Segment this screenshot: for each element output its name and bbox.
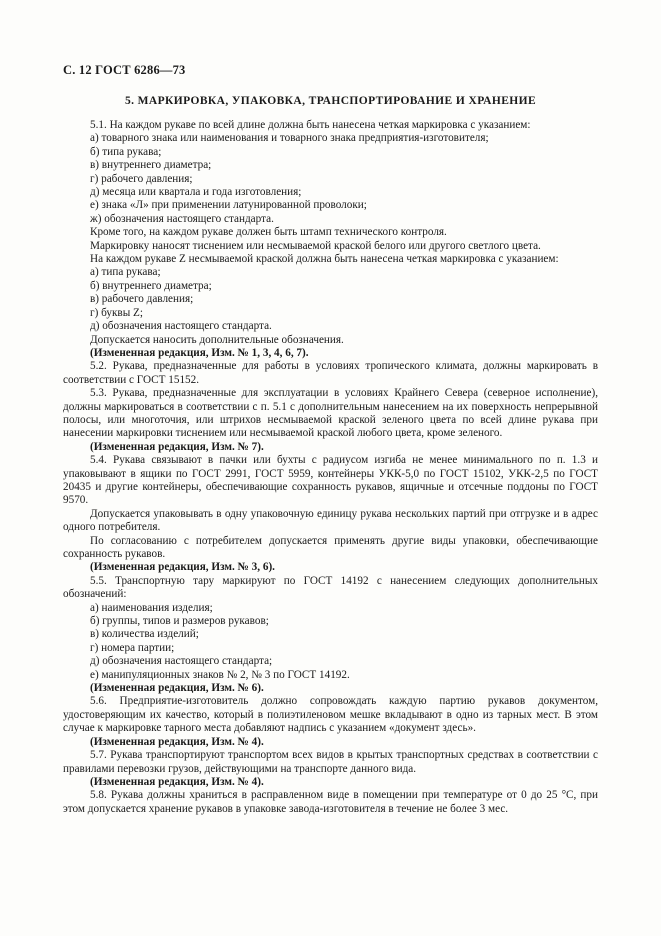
paragraph: Допускается наносить дополнительные обозначения.	[90, 333, 344, 346]
list-item: д) месяца или квартала и года изготовления;	[90, 186, 302, 199]
list-item: д) обозначения настоящего стандарта;	[90, 655, 273, 668]
paragraph: 5.8. Рукава должны храниться в расправленном виде в помещении при температуре от 0 до 25 °С, при этом допускается хранение рукавов в упаковке завода-изготовителя в течение не более 3 мес.	[63, 789, 598, 815]
list-item: д) обозначения настоящего стандарта.	[90, 320, 272, 333]
amendment-note: (Измененная редакция, Изм. № 6).	[90, 682, 264, 695]
paragraph: На каждом рукаве Z несмываемой краской должна быть нанесена четкая маркировка с указанием:	[90, 253, 559, 266]
list-item: г) буквы Z;	[90, 306, 143, 319]
list-item: б) типа рукава;	[90, 145, 162, 158]
list-item: г) рабочего давления;	[90, 172, 193, 185]
amendment-note: (Измененная редакция, Изм. № 1, 3, 4, 6, 7).	[90, 346, 309, 359]
list-item: в) внутреннего диаметра;	[90, 159, 212, 172]
paragraph: 5.4. Рукава связывают в пачки или бухты с радиусом изгиба не менее минимального по п. 1.3 и упаковывают в ящики по ГОСТ 2991, ГОСТ 5959, контейнеры УКК-5,0 по ГОСТ 15102, УКК-2,5 по ГОСТ 20435 и другие контейнеры, обеспечивающие сохранность рукавов, ящичные и отсечные поддоны по ГОСТ 9570.	[63, 454, 598, 507]
list-item: в) количества изделий;	[90, 628, 199, 641]
list-item: б) внутреннего диаметра;	[90, 279, 212, 292]
amendment-note: (Измененная редакция, Изм. № 3, 6).	[90, 561, 275, 574]
section-title: 5. МАРКИРОВКА, УПАКОВКА, ТРАНСПОРТИРОВАНИЕ И ХРАНЕНИЕ	[124, 95, 537, 107]
paragraph: 5.5. Транспортную тару маркируют по ГОСТ 14192 с нанесением следующих дополнительных обозначений:	[63, 574, 598, 601]
paragraph: 5.1. На каждом рукаве по всей длине должна быть нанесена четкая маркировка с указанием:	[90, 119, 531, 131]
amendment-note: (Измененная редакция, Изм. № 4).	[90, 775, 264, 788]
list-item: в) рабочего давления;	[90, 293, 194, 306]
amendment-note: (Измененная редакция, Изм. № 4).	[90, 735, 264, 748]
paragraph: Кроме того, на каждом рукаве должен быть штамп технического контроля.	[90, 226, 447, 239]
paragraph: Маркировку наносят тиснением или несмываемой краской белого или другого светлого цвета.	[90, 239, 541, 252]
paragraph: Допускается упаковывать в одну упаковочную единицу рукава нескольких партий при отгрузке и в адрес одного потребителя.	[63, 507, 598, 534]
paragraph: 5.6. Предприятие-изготовитель должно сопровождать каждую партию рукавов документом, удостоверяющим их качество, который в полиэтиленовом мешке вкладывают в одно из тарных мест. В этом случае к маркировке тарного места добавляют надпись с указанием «документ здесь».	[63, 695, 598, 735]
list-item: а) типа рукава;	[90, 266, 161, 279]
list-item: б) группы, типов и размеров рукавов;	[90, 615, 269, 628]
paragraph: По согласованию с потребителем допускается применять другие виды упаковки, обеспечивающие сохранность рукавов.	[63, 534, 598, 560]
amendment-note: (Измененная редакция, Изм. № 7).	[90, 440, 264, 453]
list-item: ж) обозначения настоящего стандарта.	[90, 212, 274, 225]
list-item: а) товарного знака или наименования и товарного знака предприятия-изготовителя;	[90, 132, 489, 145]
list-item: а) наименования изделия;	[90, 601, 213, 614]
list-item: г) номера партии;	[90, 641, 175, 654]
list-item: е) знака «Л» при применении латунированной проволоки;	[90, 199, 367, 212]
paragraph: 5.7. Рукава транспортируют транспортом всех видов в крытых транспортных средствах в соответствии с правилами перевозки грузов, действующими на транспорте данного вида.	[63, 749, 598, 775]
paragraph: 5.2. Рукава, предназначенные для работы в условиях тропического климата, должны маркировать в соответствии с ГОСТ 15152.	[63, 360, 598, 386]
paragraph: 5.3. Рукава, предназначенные для эксплуатации в условиях Крайнего Севера (северное исполнение), должны маркироваться в соответствии с п. 5.1 с дополнительным нанесением на их поверхность непрерывной полосы, или многоточия, или штрихов несмываемой краской зеленого цвета по всей длине рукава при нанесении маркировки тиснением или несмываемой краской любого цвета, кроме зеленого.	[63, 387, 598, 440]
document-body	[63, 119, 598, 816]
page-header: С. 12 ГОСТ 6286—73	[63, 63, 186, 77]
list-item: е) манипуляционных знаков № 2, № 3 по ГОСТ 14192.	[90, 668, 350, 681]
